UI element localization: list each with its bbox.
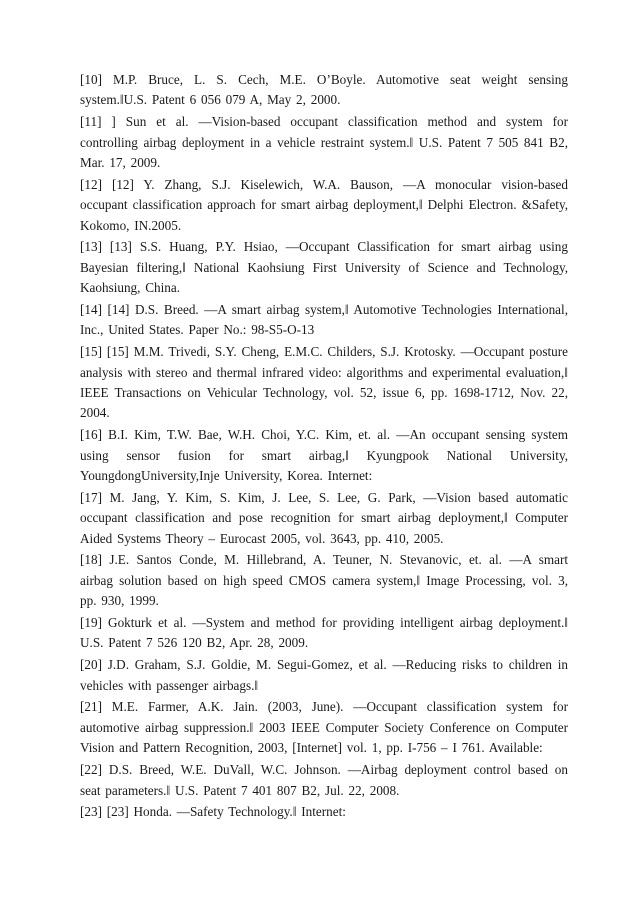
reference-list — [80, 70, 568, 824]
reference-15: [15] [15] M.M. Trivedi, S.Y. Cheng, E.M.C. Childers, S.J. Krotosky. ―Occupant posture analysis with stereo and thermal infrared video: algorithms and experimental evaluation,‖ IEEE Transactions on Vehicular Technology, vol. 52, issue 6, pp. 1698-1712, Nov. 22, 2004. — [80, 344, 568, 421]
reference-17: [17] M. Jang, Y. Kim, S. Kim, J. Lee, S. Lee, G. Park, ―Vision based automatic occupant classification and pose recognition for smart airbag deployment,‖ Computer Aided Systems Theory – Eurocast 2005, vol. 3643, pp. 410, 2005. — [80, 489, 568, 546]
reference-22: [22] D.S. Breed, W.E. DuVall, W.C. Johnson. ―Airbag deployment control based on seat parameters.‖ U.S. Patent 7 401 807 B2, Jul. 22, 2008. — [80, 762, 568, 798]
reference-16: [16] B.I. Kim, T.W. Bae, W.H. Choi, Y.C. Kim, et. al. ―An occupant sensing system using sensor fusion for smart airbag,‖ Kyungpook National University, YoungdongUniversity,Inje University, Korea. Internet: — [80, 427, 568, 484]
reference-20: [20] J.D. Graham, S.J. Goldie, M. Segui-Gomez, et al. ―Reducing risks to children in vehicles with passenger airbags.‖ — [80, 657, 568, 693]
reference-19: [19] Gokturk et al. ―System and method for providing intelligent airbag deployment.‖ U.S. Patent 7 526 120 B2, Apr. 28, 2009. — [80, 615, 568, 651]
reference-14: [14] [14] D.S. Breed. ―A smart airbag system,‖ Automotive Technologies International, Inc., United States. Paper No.: 98-S5-O-13 — [80, 302, 568, 338]
reference-10: [10] M.P. Bruce, L. S. Cech, M.E. O’Boyle. Automotive seat weight sensing system.‖U.S. Patent 6 056 079 A, May 2, 2000. — [80, 72, 568, 108]
reference-12: [12] [12] Y. Zhang, S.J. Kiselewich, W.A. Bauson, ―A monocular vision-based occupant classification approach for smart airbag deployment,‖ Delphi Electron. &Safety, Kokomo, IN.2005. — [80, 176, 568, 233]
reference-23: [23] [23] Honda. ―Safety Technology.‖ Internet: — [80, 804, 346, 820]
reference-18: [18] J.E. Santos Conde, M. Hillebrand, A. Teuner, N. Stevanovic, et. al. ―A smart airbag solution based on high speed CMOS camera system,‖ Image Processing, vol. 3, pp. 930, 1999. — [80, 552, 568, 609]
reference-13: [13] [13] S.S. Huang, P.Y. Hsiao, ―Occupant Classification for smart airbag using Bayesian filtering,‖ National Kaohsiung First University of Science and Technology, Kaohsiung, China. — [80, 239, 568, 296]
reference-21: [21] M.E. Farmer, A.K. Jain. (2003, June). ―Occupant classification system for automotive airbag suppression.‖ 2003 IEEE Computer Society Conference on Computer Vision and Pattern Recognition, 2003, [Internet] vol. 1, pp. I-756 – I 761. Available: — [80, 699, 568, 756]
reference-11: [11] ] Sun et al. ―Vision-based occupant classification method and system for controlling airbag deployment in a vehicle restraint system.‖ U.S. Patent 7 505 841 B2, Mar. 17, 2009. — [80, 114, 568, 171]
